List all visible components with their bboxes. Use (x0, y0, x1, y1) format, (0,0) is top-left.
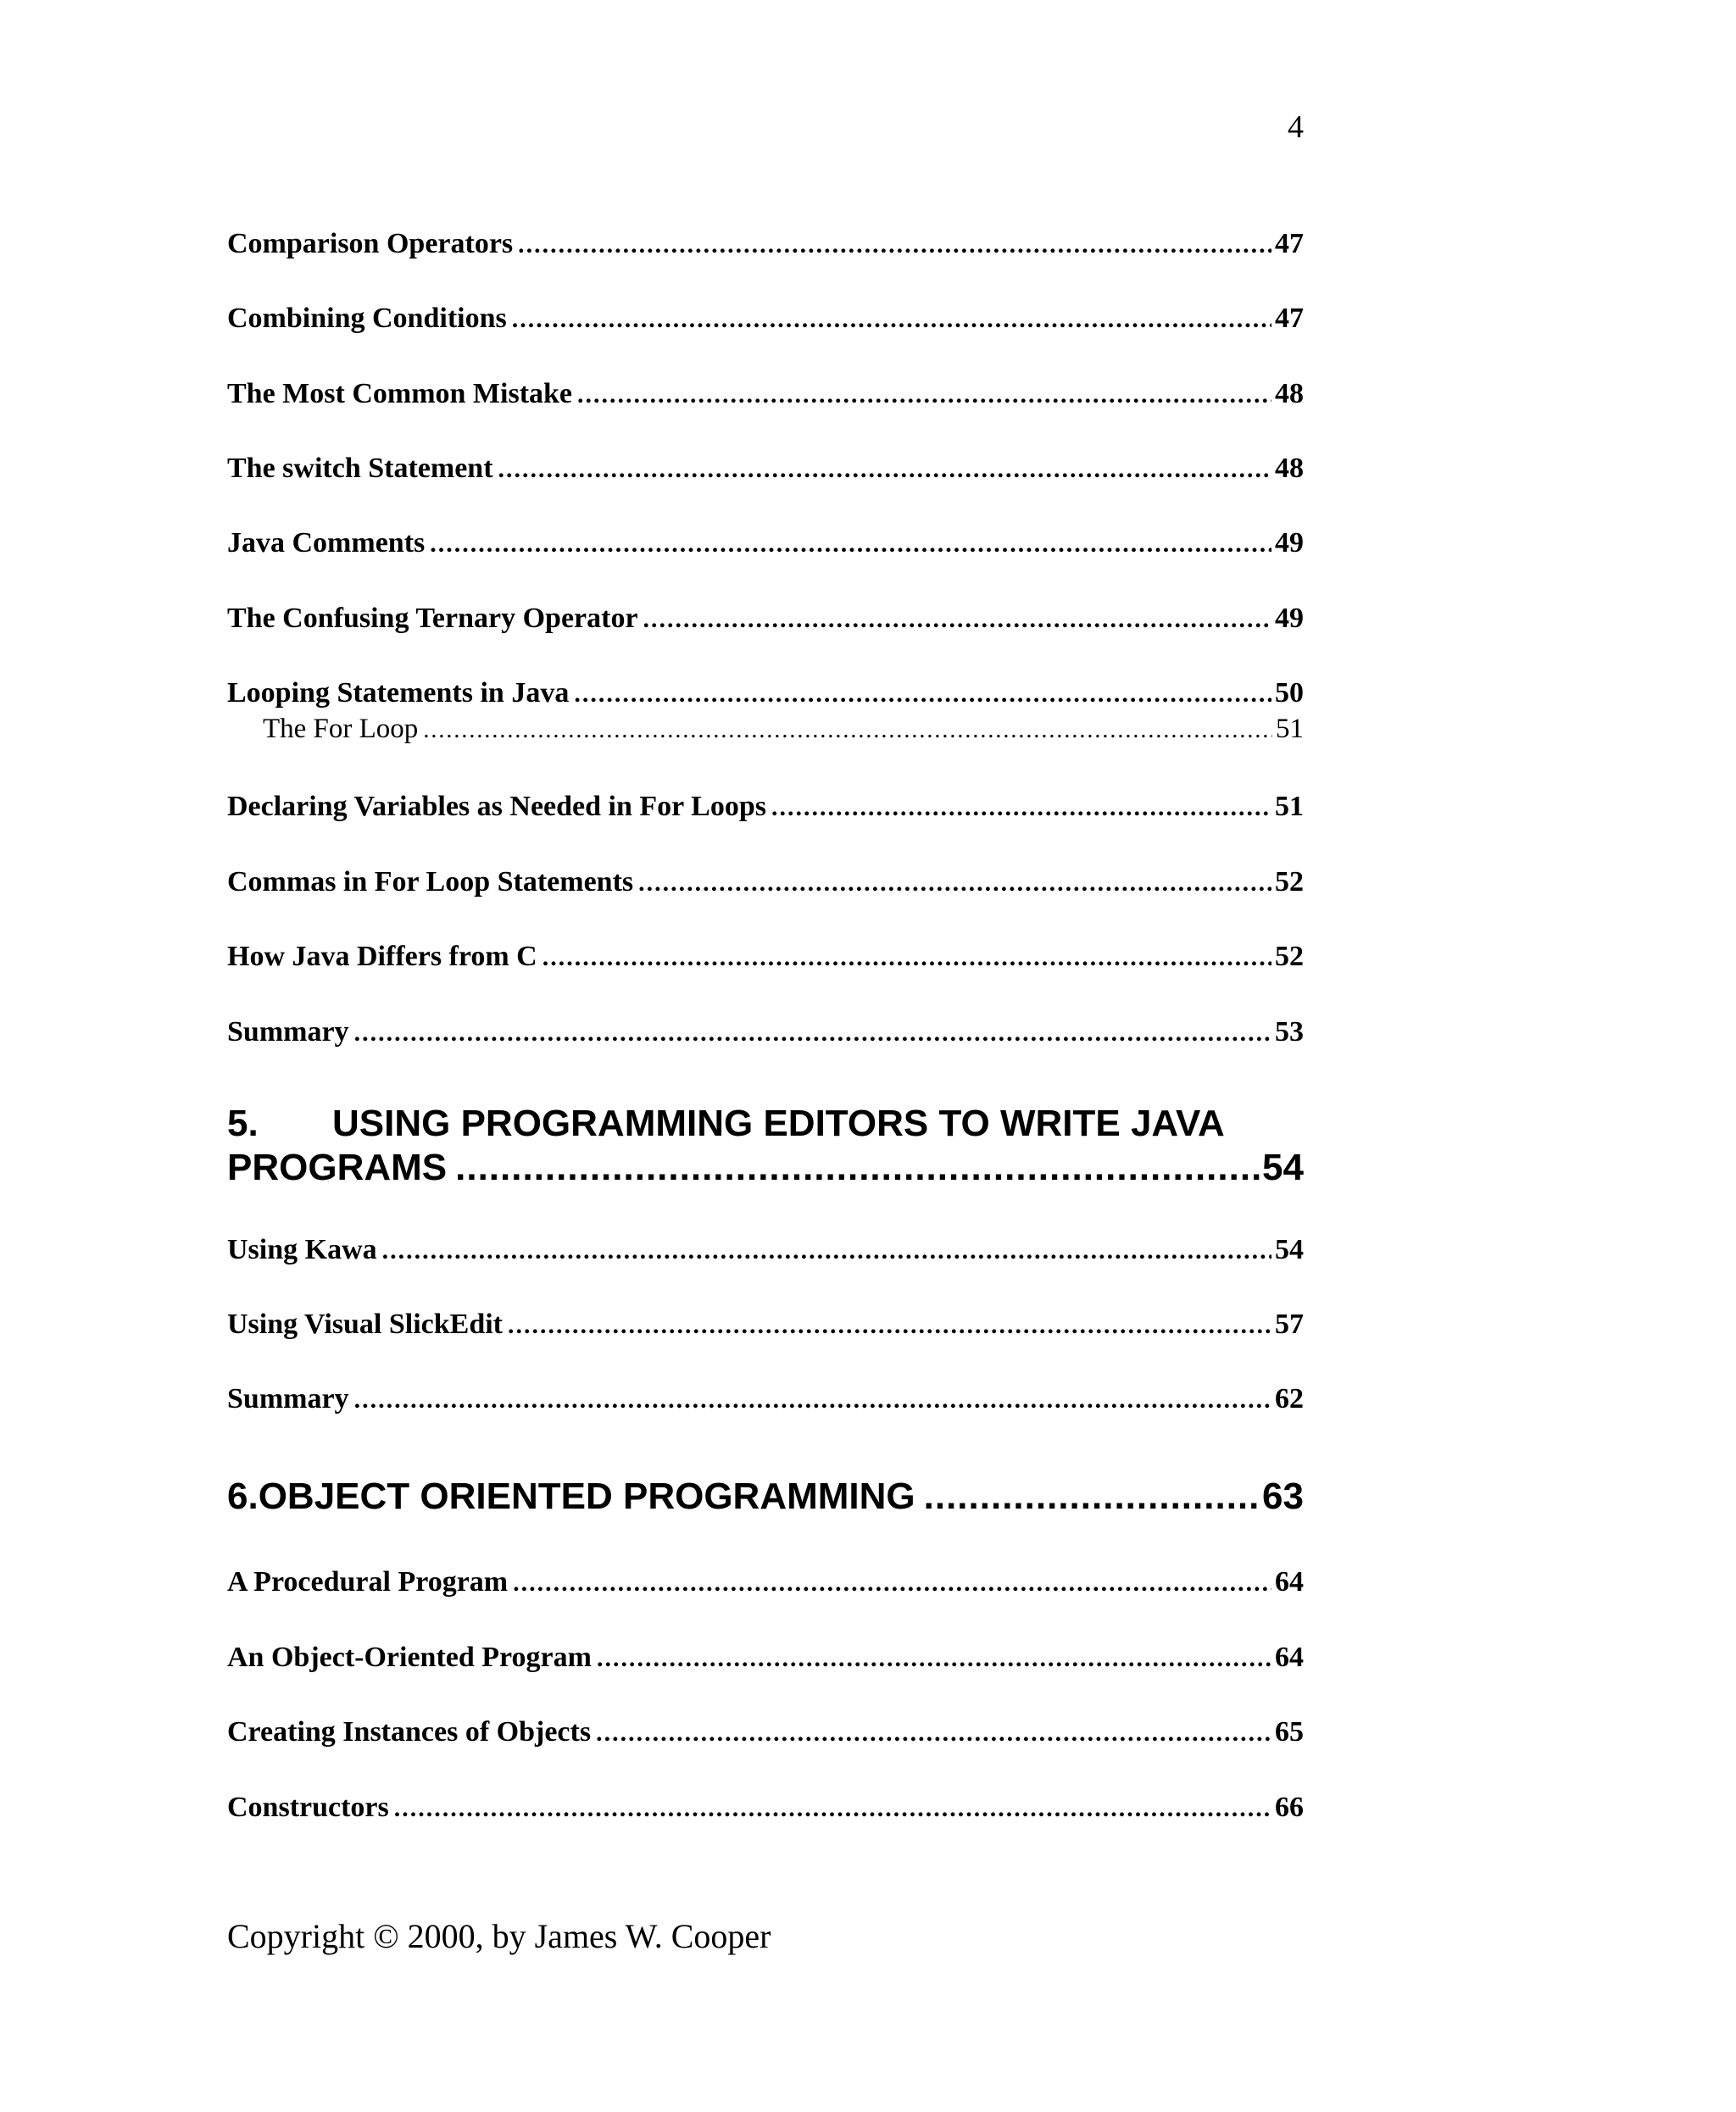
toc-entry-page: 52 (1275, 941, 1304, 972)
toc-subentry[interactable] (227, 713, 1304, 747)
toc-entry-title: Using Visual SlickEdit (227, 1309, 504, 1340)
chapter-page: 63 (1262, 1476, 1304, 1517)
toc-entry-title: Declaring Variables as Needed in For Loops (227, 791, 766, 822)
dot-leader (577, 378, 1271, 412)
toc-entry[interactable] (227, 452, 1304, 486)
chapter-number: 5. (227, 1103, 259, 1144)
dot-leader (354, 1383, 1271, 1417)
toc-entry[interactable] (227, 1565, 1304, 1600)
toc-entry-page: 48 (1275, 378, 1304, 409)
toc-subentry-page: 51 (1276, 714, 1304, 744)
page-number: 4 (1288, 109, 1304, 145)
toc-entry-title: Combining Conditions (227, 303, 507, 334)
toc-entry-page: 64 (1275, 1566, 1304, 1598)
toc-entry-page: 47 (1275, 228, 1304, 259)
toc-chapter[interactable] (227, 1475, 1304, 1519)
toc-entry-title: How Java Differs from C (227, 941, 537, 972)
dot-leader (430, 527, 1271, 561)
dot-leader (771, 791, 1271, 825)
toc-entry-page: 50 (1275, 677, 1304, 709)
toc-entry-title: Constructors (227, 1792, 389, 1823)
dot-leader (512, 303, 1271, 336)
dot-leader (508, 1309, 1271, 1342)
chapter-number: 6. (227, 1476, 259, 1517)
toc-entry-title: Summary (227, 1383, 349, 1414)
toc-entry[interactable] (227, 1641, 1304, 1676)
toc-entry[interactable] (227, 302, 1304, 336)
toc-entry[interactable] (227, 940, 1304, 975)
toc-entry-page: 51 (1275, 791, 1304, 822)
toc-entry-title: Java Comments (227, 527, 426, 559)
toc-entry-title: Using Kawa (227, 1234, 377, 1265)
toc-entry-page: 66 (1275, 1792, 1304, 1823)
dot-leader (513, 1566, 1271, 1600)
toc-entry[interactable] (227, 1715, 1304, 1750)
dot-leader (643, 603, 1271, 636)
dot-leader (518, 228, 1271, 262)
chapter-title-continued: PROGRAMS (227, 1147, 448, 1188)
toc-entry[interactable] (227, 1791, 1304, 1826)
chapter-page: 54 (1262, 1147, 1304, 1188)
toc-entry-title: Summary (227, 1016, 349, 1048)
toc-subentry-title: The For Loop (263, 714, 419, 744)
dot-leader (354, 1016, 1271, 1050)
toc-entry-page: 49 (1275, 603, 1304, 634)
toc-entry-page: 48 (1275, 453, 1304, 484)
toc-entry[interactable] (227, 1233, 1304, 1268)
dot-leader (596, 1716, 1271, 1750)
toc-chapter[interactable] (227, 1102, 1304, 1190)
toc-entry-title: A Procedural Program (227, 1566, 509, 1598)
dot-leader (542, 941, 1271, 975)
toc-entry[interactable] (227, 790, 1304, 825)
dot-leader (394, 1792, 1271, 1826)
toc-entry-title: Looping Statements in Java (227, 677, 570, 709)
dot-leader (597, 1642, 1271, 1676)
toc-entry-page: 57 (1275, 1309, 1304, 1340)
dot-leader (498, 453, 1271, 486)
toc-entry-title: The switch Statement (227, 453, 493, 484)
toc-entry-title: Commas in For Loop Statements (227, 866, 634, 898)
toc-entry[interactable] (227, 1308, 1304, 1342)
toc-entry[interactable] (227, 227, 1304, 262)
toc-entry[interactable] (227, 1382, 1304, 1417)
dot-leader (382, 1234, 1271, 1268)
copyright-footer: Copyright © 2000, by James W. Cooper (227, 1917, 771, 1955)
toc-entry[interactable] (227, 1015, 1304, 1050)
toc-entry[interactable] (227, 377, 1304, 412)
dot-leader (455, 1146, 1260, 1190)
chapter-title: OBJECT ORIENTED PROGRAMMING (258, 1476, 915, 1517)
toc-entry-title: The Most Common Mistake (227, 378, 573, 409)
toc-entry[interactable] (227, 676, 1304, 711)
toc-entry-page: 62 (1275, 1383, 1304, 1414)
dot-leader (924, 1475, 1260, 1519)
toc-entry-title: Comparison Operators (227, 228, 514, 259)
toc-entry-title: The Confusing Ternary Operator (227, 603, 638, 634)
toc-entry-page: 65 (1275, 1716, 1304, 1748)
toc-entry-page: 64 (1275, 1642, 1304, 1673)
toc-entry-page: 49 (1275, 527, 1304, 559)
dot-leader (638, 866, 1271, 900)
toc-entry[interactable] (227, 526, 1304, 561)
toc-entry[interactable] (227, 865, 1304, 900)
toc-entry-page: 47 (1275, 303, 1304, 334)
toc-entry[interactable] (227, 602, 1304, 636)
toc-entry-title: An Object-Oriented Program (227, 1642, 592, 1673)
toc-entry-page: 52 (1275, 866, 1304, 898)
dot-leader (423, 714, 1272, 747)
dot-leader (574, 677, 1271, 711)
chapter-title: USING PROGRAMMING EDITORS TO WRITE JAVA (332, 1103, 1225, 1144)
toc-entry-page: 53 (1275, 1016, 1304, 1048)
toc-entry-page: 54 (1275, 1234, 1304, 1265)
toc-entry-title: Creating Instances of Objects (227, 1716, 592, 1748)
